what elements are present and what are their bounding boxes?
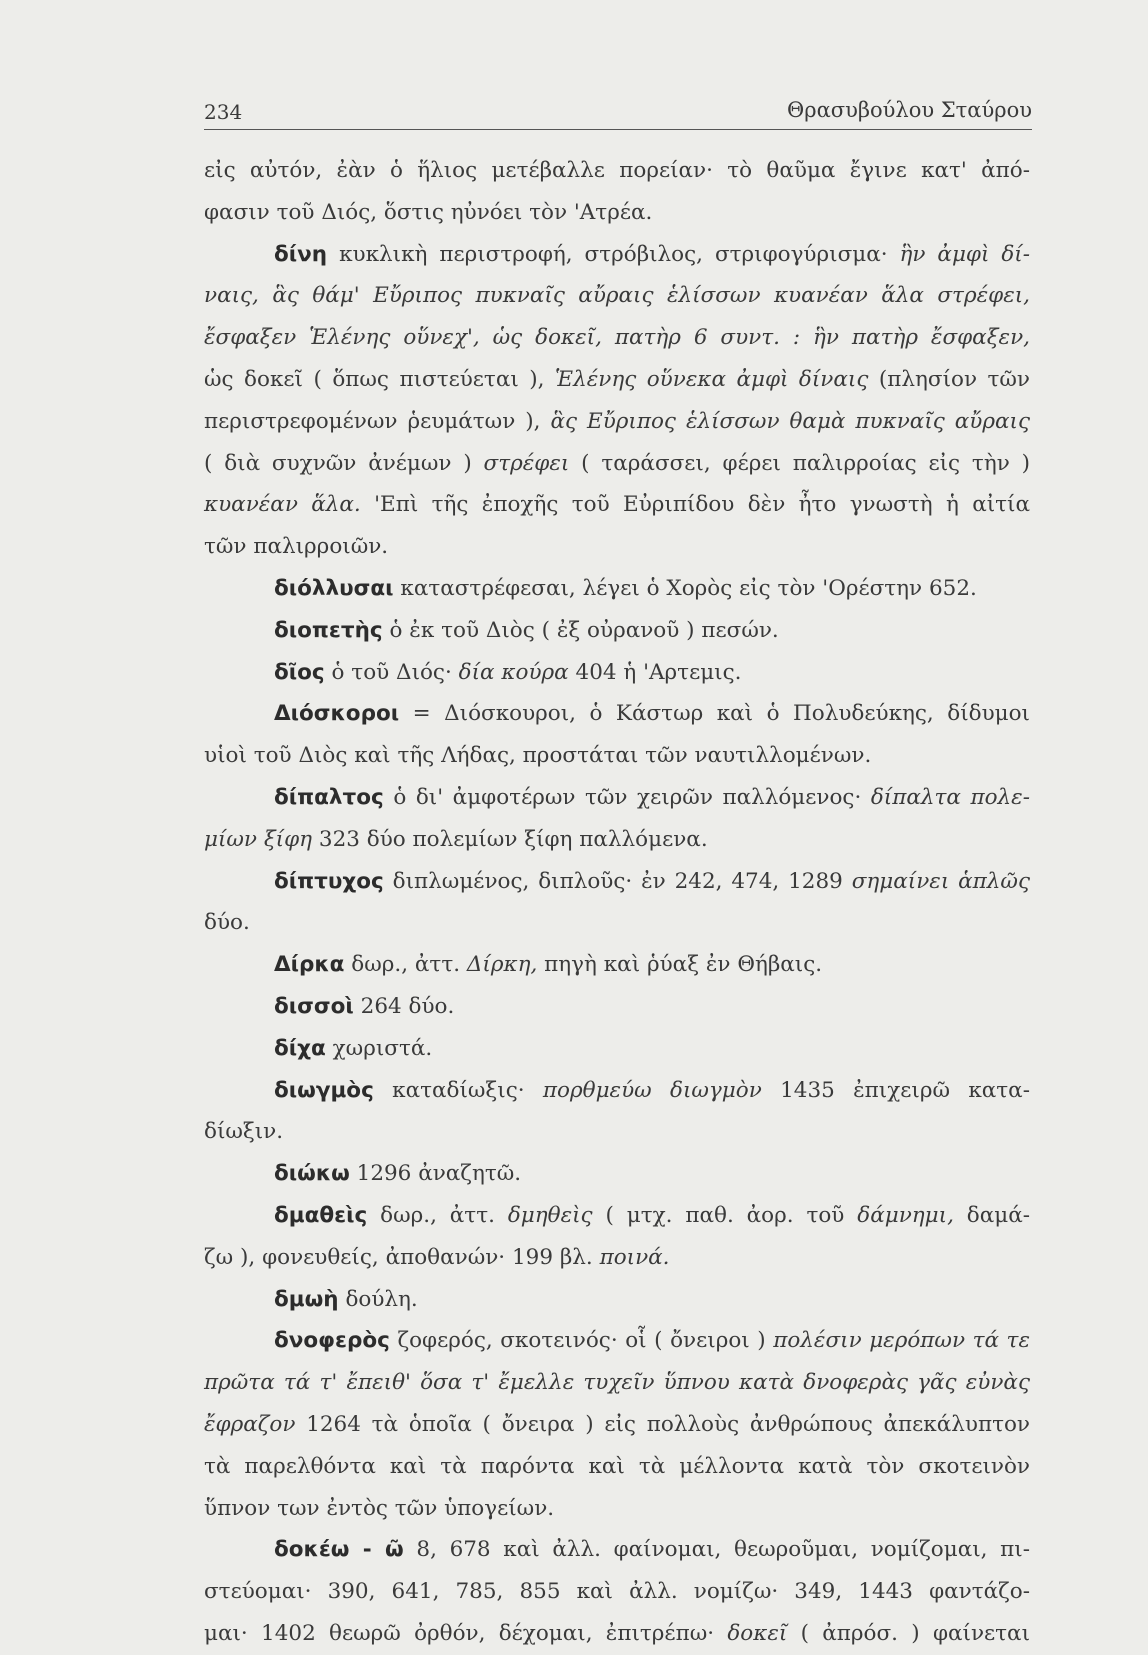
entry-diogmos: διωγμὸς καταδίωξις· πορθμεύω διωγμὸν 1435 ἐπιχειρῶ κατα- <box>274 1077 1030 1103</box>
entry-dicha: δίχα χωριστά. <box>274 1035 433 1061</box>
entry-dioko: διώκω 1296 ἀναζητῶ. <box>274 1161 522 1187</box>
text-line: ( διὰ συχνῶν ἀνέμων ) στρέφει ( ταράσσει, φέρει παλιρροίας εἰς τὴν ) <box>204 450 1030 476</box>
text-line: υἱοὶ τοῦ Διὸς καὶ τῆς Λήδας, προστάται τῶν ναυτιλλομένων. <box>204 743 872 769</box>
entry-dmatheis: δμαθεὶς δωρ., ἀττ. δμηθεὶς ( μτχ. παθ. ἀορ. τοῦ δάμνημι, δαμά- <box>274 1202 1031 1228</box>
text-line: τὰ παρελθόντα καὶ τὰ παρόντα καὶ τὰ μέλλοντα κατὰ τὸν σκοτεινὸν <box>204 1453 1030 1479</box>
entry-dipaltos: δίπαλτος ὁ δι' ἀμφοτέρων τῶν χειρῶν παλλόμενος· δίπαλτα πολε- <box>274 784 1030 810</box>
running-head: Θρασυβούλου Σταύρου <box>787 98 1032 122</box>
text-line: μαι· 1402 θεωρῶ ὀρθόν, δέχομαι, ἐπιτρέπω· δοκεῖ ( ἀπρόσ. ) φαίνεται <box>204 1620 1030 1646</box>
entry-dmoe: δμωὴ δούλη. <box>274 1286 418 1312</box>
text-line: κυανέαν ἅλα. 'Επὶ τῆς ἐποχῆς τοῦ Εὐριπίδου δὲν ἦτο γνωστὴ ἡ αἰτία <box>204 492 1030 518</box>
entry-dios: δῖος ὁ τοῦ Διός· δία κούρα 404 ἡ 'Αρτεμις. <box>274 659 742 685</box>
text-line: στεύομαι· 390, 641, 785, 855 καὶ ἀλλ. νομίζω· 349, 1443 φαντάζο- <box>204 1579 1030 1605</box>
text-line: ναις, ἃς θάμ' Εὔριπος πυκναῖς αὔραις ἑλίσσων κυανέαν ἅλα στρέφει, <box>204 283 1030 309</box>
headword: δίπτυχος <box>274 868 384 894</box>
page-number: 234 <box>204 100 243 124</box>
headword: διωγμὸς <box>274 1077 374 1103</box>
text-line: εἰς αὐτόν, ἐὰν ὁ ἥλιος μετέβαλλε πορείαν· τὸ θαῦμα ἔγινε κατ' ἀπό- <box>204 158 1030 183</box>
page-header <box>204 94 1032 128</box>
text-line: δύο. <box>204 910 250 936</box>
headword: διόλλυσαι <box>274 575 394 601</box>
entry-dnoferos: δνοφερὸς ζοφερός, σκοτεινός· οἷ ( ὄνειροι ) πολέσιν μερόπων τά τε <box>274 1328 1030 1354</box>
entry-dirka: Δίρκα δωρ., ἀττ. Δίρκη, πηγὴ καὶ ῥύαξ ἐν Θήβαις. <box>274 952 823 978</box>
headword: δοκέω - ῶ <box>274 1537 404 1563</box>
headword: δμωὴ <box>274 1286 339 1312</box>
headword: δνοφερὸς <box>274 1328 390 1354</box>
headword: Δίρκα <box>274 952 345 978</box>
entry-dissoi: δισσοὶ 264 δύο. <box>274 993 455 1019</box>
text-line: τῶν παλιρροιῶν. <box>204 534 389 560</box>
text-line: φασιν τοῦ Διός, ὅστις ηὐνόει τὸν 'Ατρέα. <box>204 199 653 225</box>
headword: δίνη <box>274 241 328 267</box>
entry-dioskoroi: Διόσκοροι = Διόσκουροι, ὁ Κάστωρ καὶ ὁ Πολυδεύκης, δίδυμοι <box>274 701 1030 727</box>
headword: διώκω <box>274 1161 350 1187</box>
text-line: δίωξιν. <box>204 1119 284 1145</box>
text-line: μίων ξίφη 323 δύο πολεμίων ξίφη παλλόμενα. <box>204 826 708 852</box>
text-line: ὕπνον των ἐντὸς τῶν ὑπογείων. <box>204 1495 555 1521</box>
entry-diollysai: διόλλυσαι καταστρέφεσαι, λέγει ὁ Χορὸς εἰς τὸν 'Ορέστην 652. <box>274 575 977 601</box>
headword: δμαθεὶς <box>274 1202 368 1228</box>
entry-dine: δίνη κυκλικὴ περιστροφή, στρόβιλος, στριφογύρισμα· ἣν ἀμφὶ δί- <box>274 241 1030 267</box>
text-line: ὡς δοκεῖ ( ὅπως πιστεύεται ), Ἑλένης οὕνεκα ἀμφὶ δίναις (πλησίον τῶν <box>204 366 1031 392</box>
headword: δίχα <box>274 1035 326 1061</box>
header-rule <box>204 129 1032 130</box>
text-line: ἔφραζον 1264 τὰ ὁποῖα ( ὄνειρα ) εἰς πολλοὺς ἀνθρώπους ἀπεκάλυπτον <box>204 1411 1030 1437</box>
entry-dokeo: δοκέω - ῶ 8, 678 καὶ ἀλλ. φαίνομαι, θεωροῦμαι, νομίζομαι, πι- <box>274 1537 1030 1563</box>
text-line: ἔσφαξεν Ἑλένης οὕνεχ', ὡς δοκεῖ, πατὴρ 6 συντ. : ἣν πατὴρ ἔσφαξεν, <box>204 325 1030 351</box>
dictionary-body <box>204 150 1030 1655</box>
headword: δίπαλτος <box>274 784 384 810</box>
text-line: πρῶτα τά τ' ἔπειθ' ὅσα τ' ἔμελλε τυχεῖν ὕπνου κατὰ δνοφερὰς γᾶς εὐνὰς <box>204 1370 1030 1396</box>
entry-diopetes: διοπετὴς ὁ ἐκ τοῦ Διὸς ( ἐξ οὐρανοῦ ) πεσών. <box>274 617 779 643</box>
text-line: ζω ), φονευθείς, ἀποθανών· 199 βλ. ποινά. <box>204 1244 670 1270</box>
entry-diptychos: δίπτυχος διπλωμένος, διπλοῦς· ἐν 242, 474, 1289 σημαίνει ἁπλῶς <box>274 868 1030 894</box>
headword: δισσοὶ <box>274 993 354 1019</box>
headword: δῖος <box>274 659 325 685</box>
headword: διοπετὴς <box>274 617 383 643</box>
headword: Διόσκοροι <box>274 701 400 727</box>
text-line: περιστρεφομένων ῥευμάτων ), ἃς Εὔριπος ἑλίσσων θαμὰ πυκναῖς αὔραις <box>204 408 1030 434</box>
